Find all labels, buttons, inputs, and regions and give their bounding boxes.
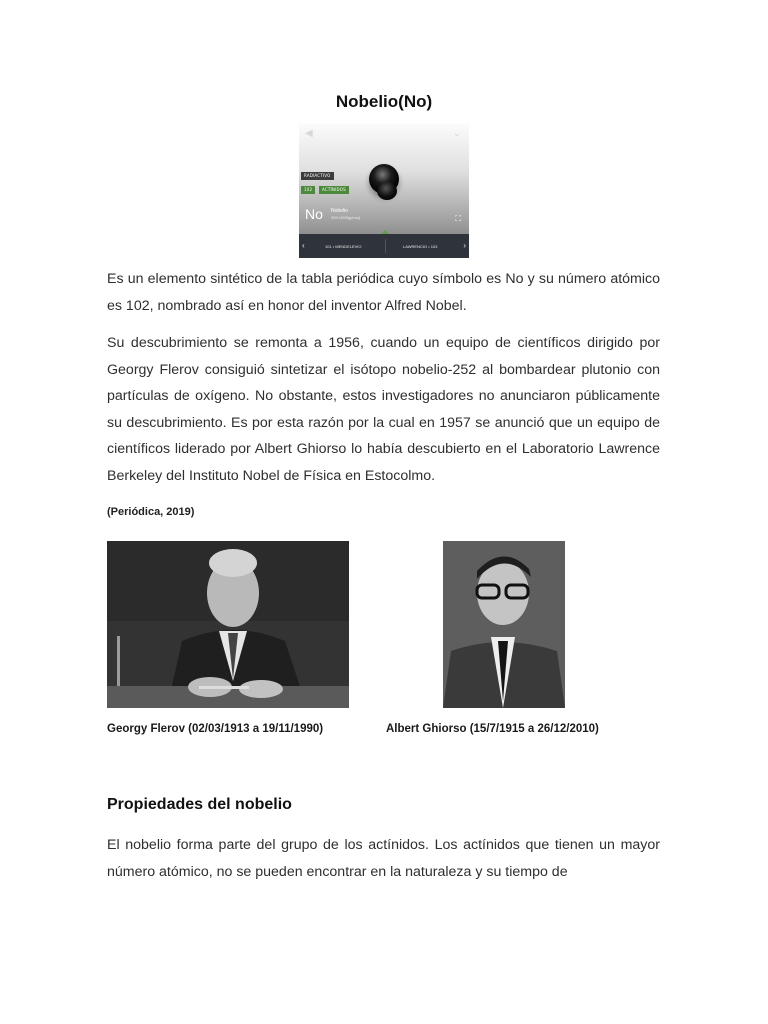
discovery-paragraph: Su descubrimiento se remonta a 1956, cuando un equipo de científicos dirigido por Georgy Flerov consiguió sintetizar el isótopo nobelio-252 al bombardear plutonio con partículas de oxígeno. No obstante, estos investigadores no anunciaron públicamente su descubrimiento. Es por esta razón por la cual en 1957 se anunció que un equipo de científicos liderado por Albert Ghiorso lo había descubierto en el Laboratorio Lawrence Berkeley del Instituto Nobel de Física en Estocolmo.: [107, 335, 660, 484]
document-title: Nobelio(No): [335, 92, 433, 111]
divider: [385, 239, 386, 253]
ghiorso-caption: Albert Ghiorso (15/7/1915 a 26/12/2010): [386, 723, 599, 735]
flerov-caption: Georgy Flerov (02/03/1913 a 19/11/1990): [107, 723, 324, 735]
element-sphere-small: [377, 182, 397, 200]
element-nav-bar: [299, 234, 469, 258]
element-name: Nobelio: [331, 208, 348, 214]
previous-element: 101 • MENDELEVIO: [325, 244, 362, 249]
element-symbol: No: [305, 206, 323, 222]
group-tag: ACTÍNIDOS: [319, 186, 349, 194]
flerov-photo: [107, 541, 349, 708]
chevron-left-icon: ◀: [305, 128, 313, 139]
radioactive-tag: RADIACTIVO: [301, 172, 334, 180]
atomic-number-tag: 102: [301, 186, 315, 194]
properties-paragraph: El nobelio forma parte del grupo de los actínidos. Los actínidos que tienen un mayor número atómico, no se pueden encontrar en la naturaleza y su tiempo de: [107, 837, 660, 880]
nobelium-element-image: [299, 124, 469, 258]
chevron-down-icon: ⌄: [452, 128, 461, 139]
ghiorso-photo: [443, 541, 565, 708]
element-mass: 259.1009(g/mol): [331, 215, 361, 220]
next-element: LAWRENCIO • 103: [403, 244, 438, 249]
intro-paragraph: Es un elemento sintético de la tabla periódica cuyo símbolo es No y su número atómico es 102, nombrado así en honor del inventor Alfred Nobel.: [107, 271, 660, 314]
chevron-left-icon: ‹: [302, 241, 305, 250]
expand-icon: ⛶: [455, 214, 461, 223]
citation: (Periódica, 2019): [107, 506, 195, 518]
chevron-right-icon: ›: [463, 241, 466, 250]
section-heading: Propiedades del nobelio: [107, 796, 292, 813]
